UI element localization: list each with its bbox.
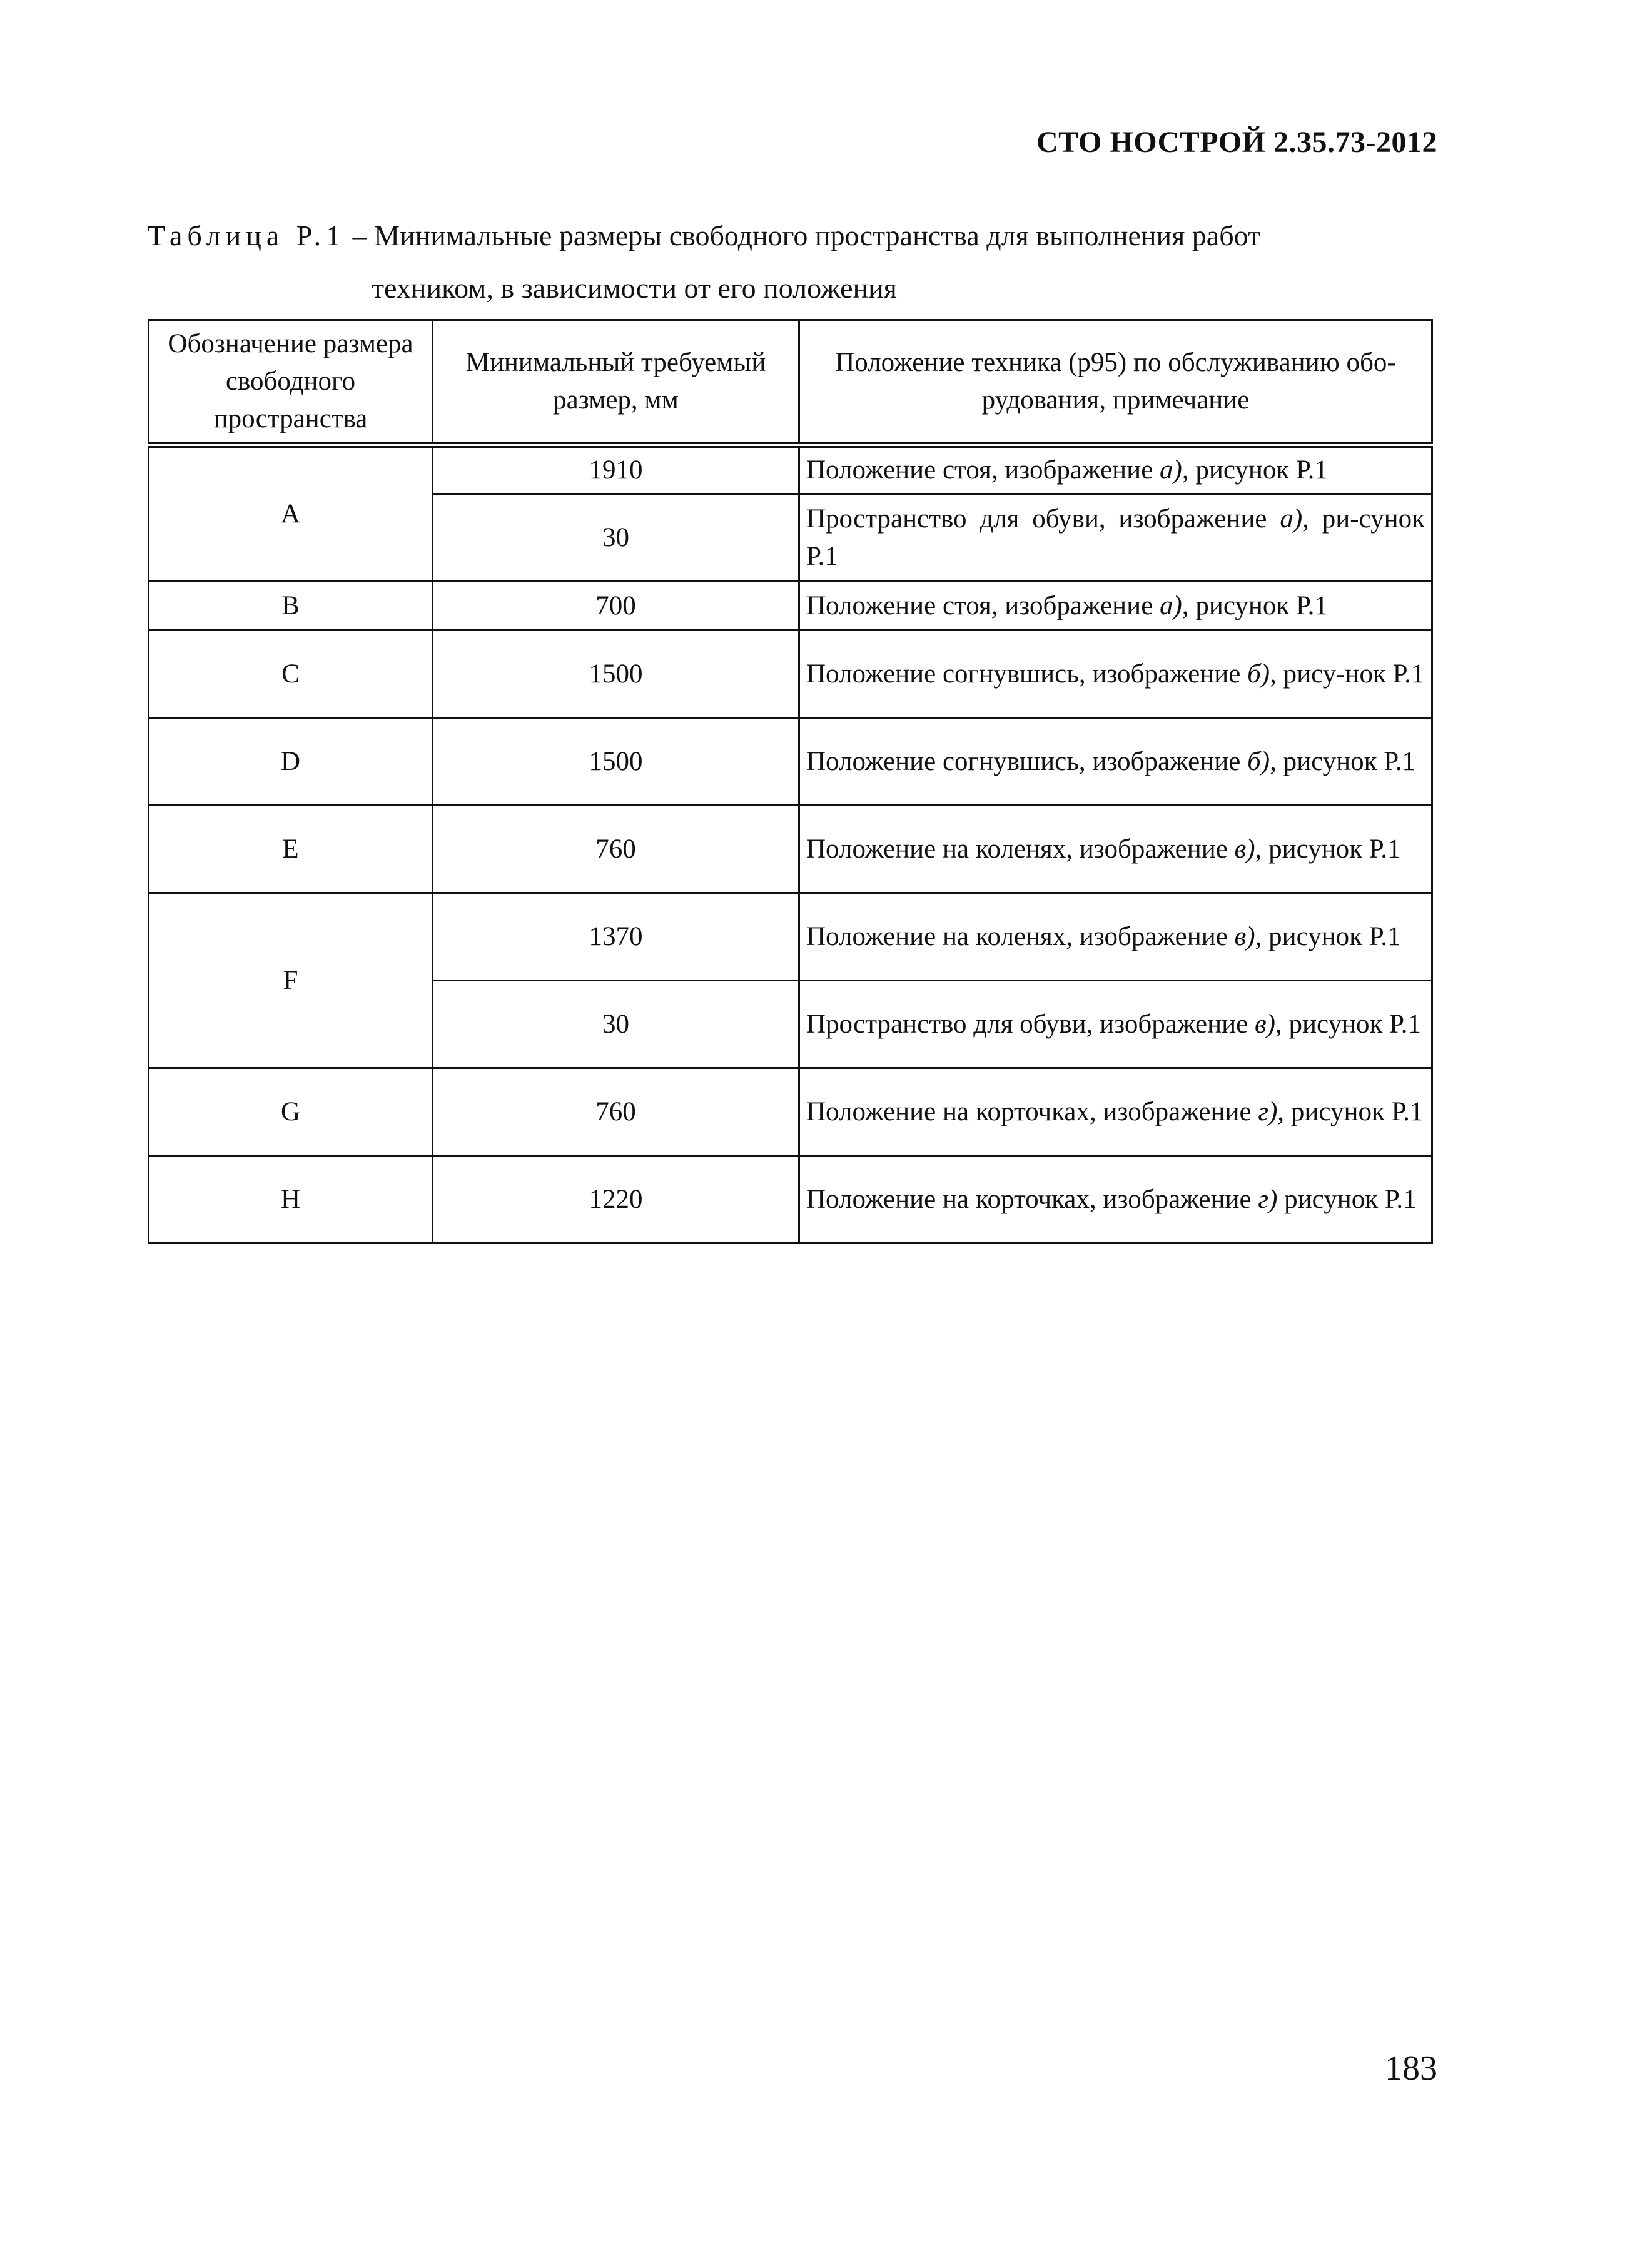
note-figure-ref: а)	[1160, 455, 1182, 485]
note-text: Положение стоя, изображение	[806, 455, 1160, 485]
note-text: Положение согнувшись, изображение	[806, 746, 1248, 776]
cell-position-note	[799, 806, 1432, 893]
note-figure-ref: в)	[1254, 1009, 1275, 1039]
cell-designation: C	[149, 630, 433, 718]
cell-min-size: 30	[433, 981, 799, 1068]
note-text: Положение согнувшись, изображение	[806, 659, 1248, 689]
note-figure-ref: г)	[1258, 1184, 1278, 1214]
note-text-end: , рису-нок Р.1	[1270, 659, 1425, 689]
cell-position-note	[799, 1156, 1432, 1243]
table-row	[149, 445, 1432, 494]
header-designation: Обозначение размера свободного пространства	[149, 320, 433, 445]
note-figure-ref: в)	[1234, 921, 1255, 951]
table-row	[149, 630, 1432, 718]
cell-min-size: 760	[433, 806, 799, 893]
table-row	[149, 893, 1432, 981]
cell-position-note	[799, 445, 1432, 494]
table-row	[149, 1068, 1432, 1156]
header-min-size: Минимальный требуемый размер, мм	[433, 320, 799, 445]
table-header-row	[149, 320, 1432, 445]
note-text-end: , рисунок Р.1	[1277, 1096, 1424, 1126]
cell-position-note	[799, 893, 1432, 981]
note-text-end: , рисунок Р.1	[1182, 590, 1328, 620]
note-figure-ref: б)	[1247, 746, 1270, 776]
note-text: Положение на корточках, изображение	[806, 1184, 1258, 1214]
note-text: Положение на коленях, изображение	[806, 921, 1235, 951]
cell-position-note	[799, 1068, 1432, 1156]
note-text: Положение на коленях, изображение	[806, 834, 1235, 864]
cell-min-size: 1220	[433, 1156, 799, 1243]
note-text-end: , рисунок Р.1	[1255, 834, 1401, 864]
table-body	[149, 445, 1432, 1243]
header-position-note: Положение техника (р95) по обслуживанию обо-рудования, примечание	[799, 320, 1432, 445]
table-row	[149, 1156, 1432, 1243]
cell-position-note	[799, 630, 1432, 718]
note-text-end: , рисунок Р.1	[1255, 921, 1401, 951]
cell-min-size: 30	[433, 494, 799, 582]
note-text-end: рисунок Р.1	[1277, 1184, 1417, 1214]
cell-min-size: 760	[433, 1068, 799, 1156]
table-row	[149, 582, 1432, 630]
table-caption-label: Таблица Р.1	[148, 220, 346, 251]
cell-designation: E	[149, 806, 433, 893]
clearance-table	[148, 319, 1433, 1244]
cell-min-size: 1500	[433, 718, 799, 806]
cell-min-size: 1500	[433, 630, 799, 718]
cell-position-note	[799, 494, 1432, 582]
note-figure-ref: а)	[1160, 590, 1182, 620]
note-figure-ref: а)	[1280, 504, 1303, 534]
cell-min-size: 700	[433, 582, 799, 630]
note-text-end: , рисунок Р.1	[1182, 455, 1328, 485]
cell-min-size: 1910	[433, 445, 799, 494]
cell-designation: F	[149, 893, 433, 1068]
note-figure-ref: в)	[1234, 834, 1255, 864]
note-figure-ref: г)	[1258, 1096, 1278, 1126]
cell-designation: B	[149, 582, 433, 630]
cell-position-note	[799, 981, 1432, 1068]
note-text: Положение на корточках, изображение	[806, 1096, 1258, 1126]
table-row	[149, 806, 1432, 893]
cell-designation: G	[149, 1068, 433, 1156]
cell-position-note	[799, 718, 1432, 806]
cell-designation: A	[149, 445, 433, 582]
note-text: Положение стоя, изображение	[806, 590, 1160, 620]
note-text-end: , ри-сунок Р.1	[806, 504, 1425, 571]
note-text: Пространство для обуви, изображение	[806, 504, 1280, 534]
cell-min-size: 1370	[433, 893, 799, 981]
table-row	[149, 718, 1432, 806]
document-code: СТО НОСТРОЙ 2.35.73-2012	[1036, 126, 1437, 159]
note-text-end: , рисунок Р.1	[1270, 746, 1416, 776]
cell-designation: H	[149, 1156, 433, 1243]
note-text-end: , рисунок Р.1	[1275, 1009, 1421, 1039]
cell-designation: D	[149, 718, 433, 806]
table-caption-title-line1: – Минимальные размеры свободного пространства для выполнения работ	[345, 220, 1261, 251]
note-figure-ref: б)	[1247, 659, 1270, 689]
table-caption	[148, 210, 1430, 315]
page-number: 183	[1385, 2049, 1437, 2088]
table-caption-title-line2: техником, в зависимости от его положения	[372, 272, 897, 304]
cell-position-note	[799, 582, 1432, 630]
note-text: Пространство для обуви, изображение	[806, 1009, 1255, 1039]
